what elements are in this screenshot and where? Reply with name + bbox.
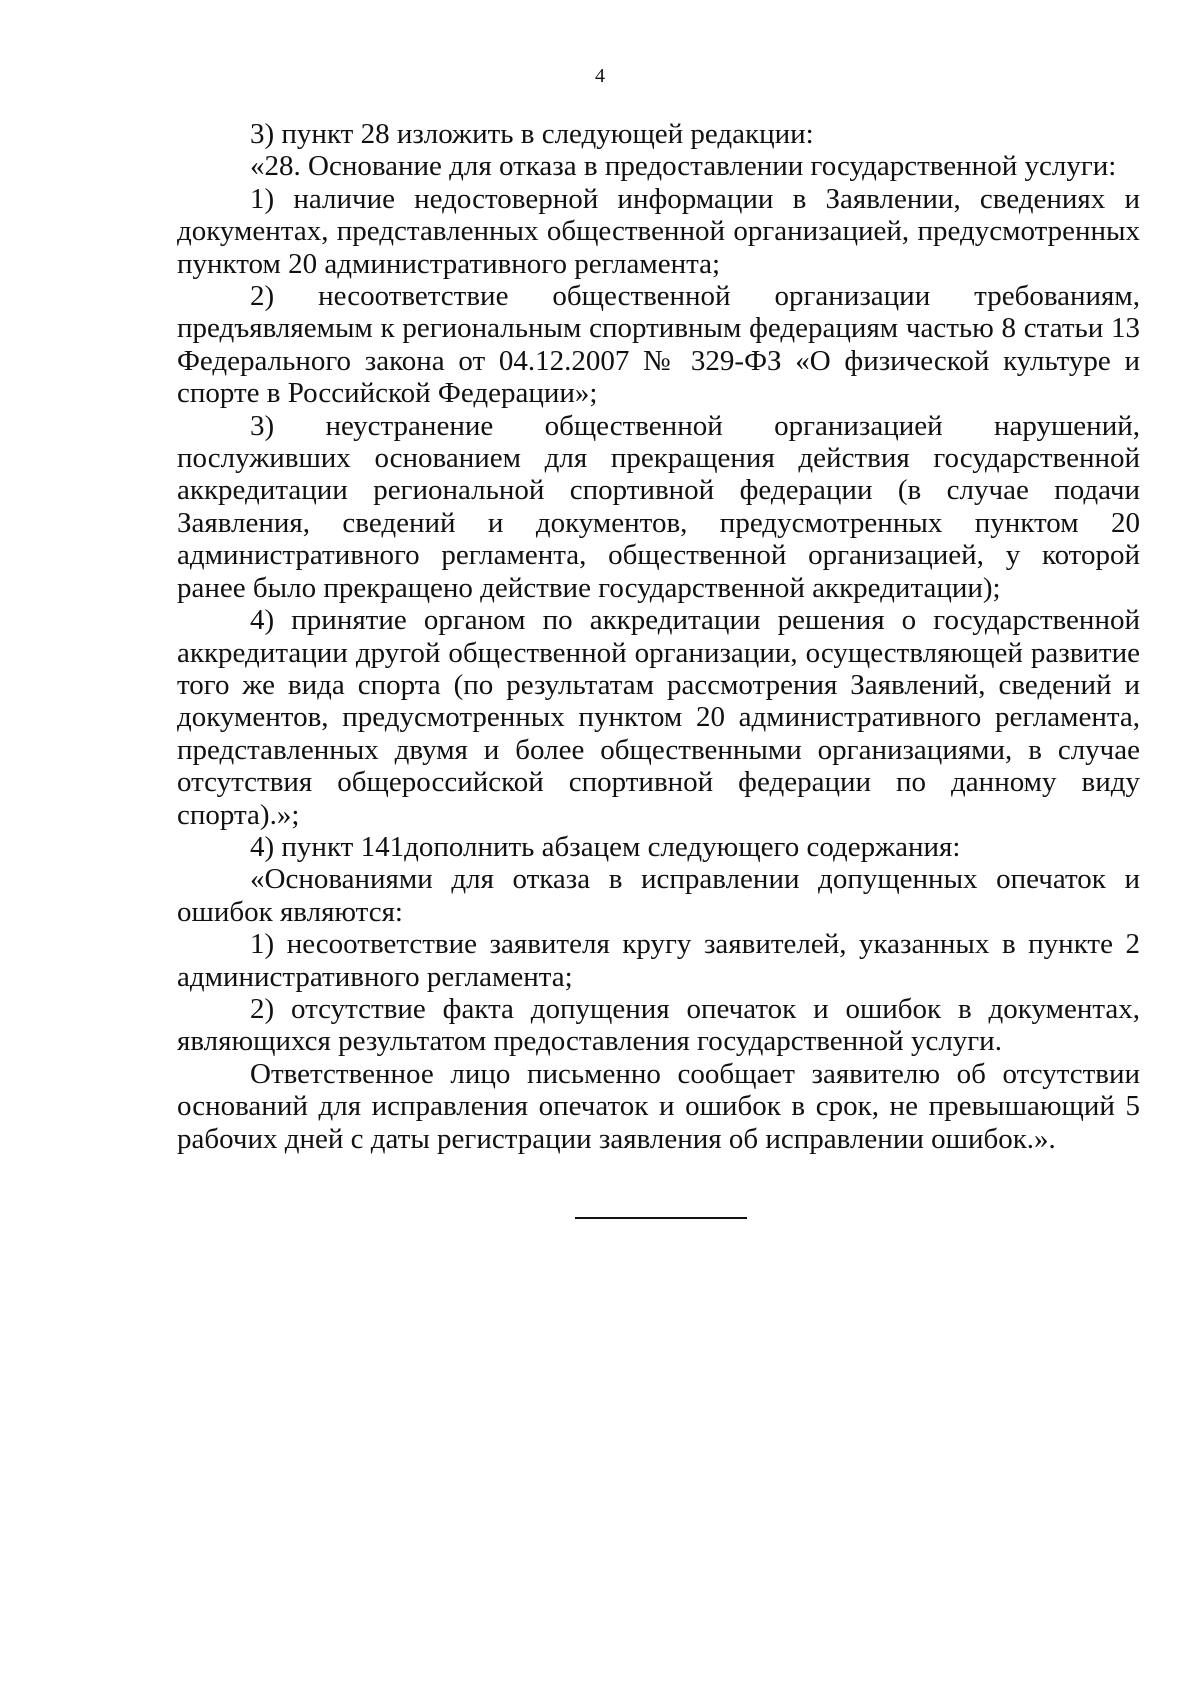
paragraph-ground-4: 4) принятие органом по аккредитации решения о государственной аккредитации другой общественной организации, осуществляющей развитие того же вида спорта (по результатам рассмотрения Заявлений, сведений и документов, предусмотренных пунктом 20 административного регламента, представленных двумя и более общественными организациями, в случае отсутствия общероссийской спортивной федерации по данному виду спорта).»; [177,604,1140,831]
paragraph-correction-ground-2: 2) отсутствие факта допущения опечаток и ошибок в документах, являющихся результатом предоставления государственной услуги. [177,992,1140,1058]
paragraph-responsible-person: Ответственное лицо письменно сообщает заявителю об отсутствии оснований для исправления опечаток и ошибок в срок, не превышающий 5 рабочих дней с даты регистрации заявления об исправлении ошибок.». [177,1057,1140,1155]
paragraph-ground-2: 2) несоответствие общественной организации требованиям, предъявляемым к региональным спортивным федерациям частью 8 статьи 13 Федерального закона от 04.12.2007 № 329-ФЗ «О физической культуре и спорте в Российской Федерации»; [177,280,1140,410]
paragraph-correction-grounds-intro: «Основаниями для отказа в исправлении допущенных опечаток и ошибок являются: [177,863,1140,928]
document-body [177,118,1140,1155]
paragraph-amend-item-141: 4) пункт 141дополнить абзацем следующего содержания: [250,830,961,863]
paragraph-ground-3: 3) неустранение общественной организацией нарушений, послуживших основанием для прекращения действия государственной аккредитации региональной спортивной федерации (в случае подачи Заявления, сведений и документов, предусмотренных пунктом 20 административного регламента, общественной организацией, у которой ранее было прекращено действие государственной аккредитации); [177,409,1140,604]
paragraph-correction-ground-1: 1) несоответствие заявителя кругу заявителей, указанных в пункте 2 административного регламента; [177,928,1140,993]
page-number: 4 [595,65,605,87]
paragraph-item-28-heading: «28. Основание для отказа в предоставлении государственной услуги: [250,150,1117,183]
end-separator-line [575,1217,747,1219]
paragraph-ground-1: 1) наличие недостоверной информации в Заявлении, сведениях и документах, представленных общественной организацией, предусмотренных пунктом 20 административного регламента; [177,182,1140,280]
paragraph-amend-item-28: 3) пункт 28 изложить в следующей редакции: [250,118,814,150]
